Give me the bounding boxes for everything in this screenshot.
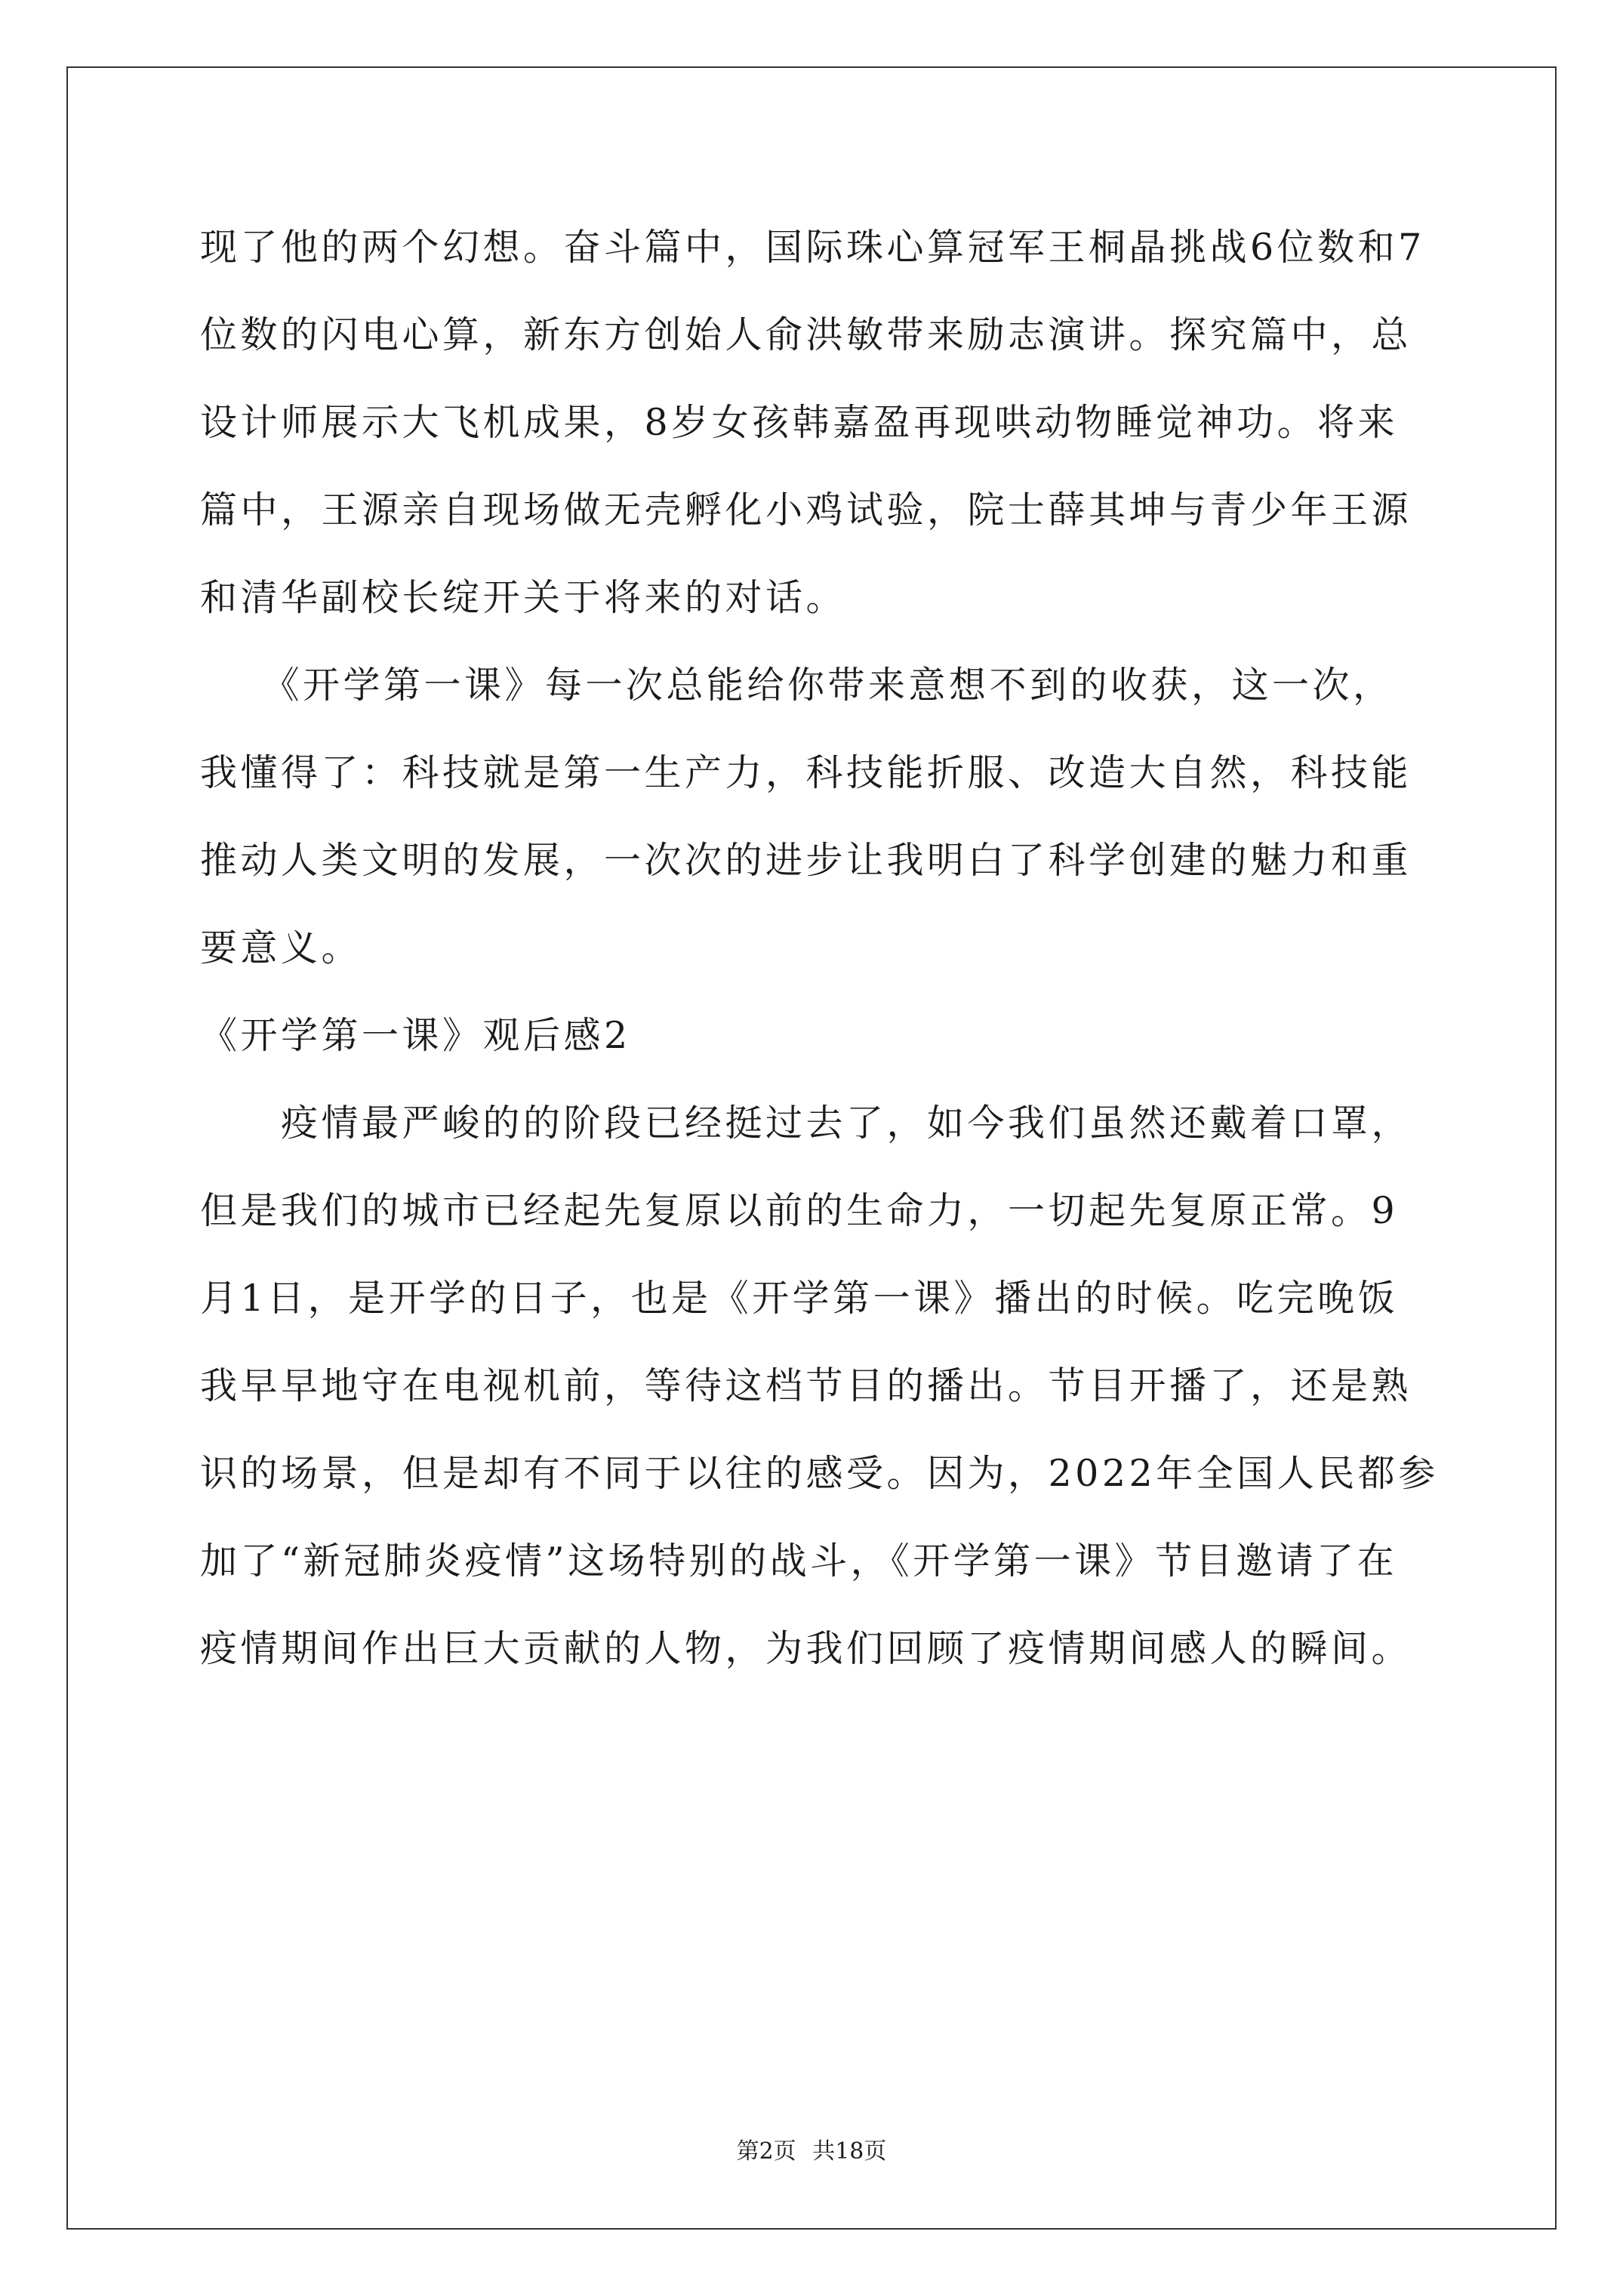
text-line: 但是我们的城市已经起先复原以前的生命力，一切起先复原正常。9 <box>200 1189 1399 1232</box>
text-line: 要意义。 <box>200 926 362 969</box>
text-line: 位数的闪电心算，新东方创始人俞洪敏带来励志演讲。探究篇中，总 <box>200 313 1412 356</box>
page-number: 第2页 <box>736 2138 796 2165</box>
document-body <box>200 204 1439 1693</box>
text-line: 加了“新冠肺炎疫情”这场特别的战斗，《开学第一课》节目邀请了在 <box>200 1539 1398 1583</box>
text-line: 篇中，王源亲自现场做无壳孵化小鸡试验，院士薛其坤与青少年王源 <box>200 488 1412 532</box>
page-total: 共18页 <box>812 2138 887 2165</box>
text-line: 疫情期间作出巨大贡献的人物，为我们回顾了疫情期间感人的瞬间。 <box>200 1627 1412 1670</box>
text-line: 疫情最严峻的的阶段已经挺过去了，如今我们虽然还戴着口罩， <box>200 1102 1412 1145</box>
text-line: 和清华副校长绽开关于将来的对话。 <box>200 576 847 619</box>
page-footer <box>0 2137 1623 2167</box>
text-line: 识的场景，但是却有不同于以往的感受。因为，2022年全国人民都参 <box>200 1452 1439 1495</box>
text-line: 现了他的两个幻想。奋斗篇中，国际珠心算冠军王桐晶挑战6位数和7 <box>200 226 1425 269</box>
text-line: 推动人类文明的发展，一次次的进步让我明白了科学创建的魅力和重 <box>200 839 1412 882</box>
text-line: 月1日，是开学的日子，也是《开学第一课》播出的时候。吃完晚饭 <box>200 1277 1399 1320</box>
text-line: 我早早地守在电视机前，等待这档节目的播出。节目开播了，还是熟 <box>200 1364 1412 1407</box>
text-line: 《开学第一课》每一次总能给你带来意想不到的收获，这一次， <box>200 664 1394 707</box>
section-heading: 《开学第一课》观后感2 <box>200 1014 631 1057</box>
text-line: 我懂得了：科技就是第一生产力，科技能折服、改造大自然，科技能 <box>200 751 1412 794</box>
text-line: 设计师展示大飞机成果，8岁女孩韩嘉盈再现哄动物睡觉神功。将来 <box>200 401 1399 444</box>
